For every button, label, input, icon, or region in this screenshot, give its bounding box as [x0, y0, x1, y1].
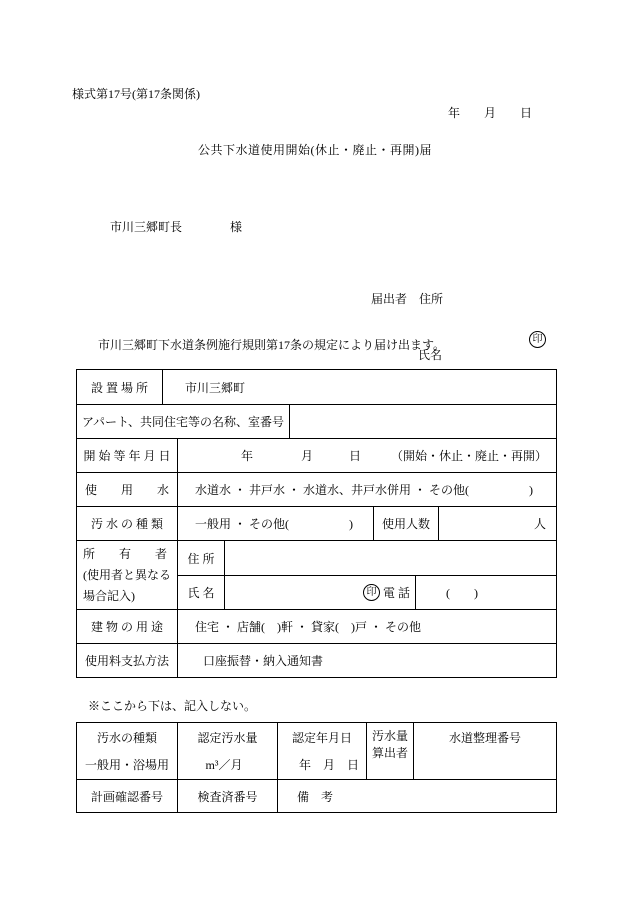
row-owner [77, 540, 556, 609]
row-start-date [77, 438, 556, 472]
building-label: 建 物 の 用 途 [90, 620, 163, 634]
office-sewage-type-cell [77, 723, 177, 779]
owner-address-value [224, 541, 556, 575]
office-plan-number-label: 計画確認番号 [90, 789, 163, 804]
office-sewage-type-value: 一般用・浴場用 [84, 758, 169, 772]
row-apartment [77, 404, 556, 438]
office-note: ※ここから下は、記入しない。 [88, 699, 257, 713]
office-inspection-number-label: 検査済番号 [177, 780, 277, 812]
statement: 市川三郷町下水道条例施行規則第17条の規定により届け出ます。 [98, 338, 446, 352]
owner-seal-icon: 印 [363, 584, 380, 601]
owner-phone-label: 電 話 [379, 586, 410, 600]
date-line: 年 月 日 [448, 106, 533, 120]
sewage-label: 汚 水 の 種 類 [90, 517, 163, 531]
office-row-1 [77, 723, 556, 779]
apartment-value [289, 405, 556, 438]
start-date-label: 開 始 等 年 月 日 [83, 449, 171, 463]
water-value: 水道水 ・ 井戸水 ・ 水道水、井戸水併用 ・ その他( ) [177, 473, 556, 506]
declarant-name-label: 氏名 [418, 348, 443, 362]
owner-name-row [178, 575, 556, 609]
owner-label [77, 541, 177, 609]
start-date-value: 年 月 日 （開始・休止・廃止・再開） [177, 439, 556, 472]
document-title: 公共下水道使用開始(休止・廃止・再開)届 [198, 143, 432, 157]
form-number: 様式第17号(第17条関係) [72, 87, 200, 101]
office-calculator-label-line2: 算出者 [371, 746, 408, 760]
seal-icon: 印 [529, 331, 546, 348]
office-sewage-type-label: 汚水の種類 [96, 731, 157, 745]
declarant-label: 届出者 [371, 292, 408, 306]
owner-phone-value: ( ) [415, 576, 556, 609]
main-table [76, 369, 557, 678]
owner-name-label: 氏 名 [187, 586, 215, 600]
office-row-2 [77, 779, 556, 812]
owner-label-line1: 所 有 者 [83, 546, 168, 561]
water-label: 使 用 水 [84, 483, 169, 497]
office-volume-cell [177, 723, 277, 779]
owner-label-line3: 場合記入) [83, 588, 135, 603]
owner-seal-phone-cell [224, 576, 415, 609]
addressee-name: 市川三郷町長 [110, 220, 183, 234]
users-count-cell: 人 [438, 507, 556, 540]
owner-label-line2: (使用者と異なる [83, 567, 171, 582]
location-value: 市川三郷町 [162, 370, 556, 404]
sewage-value: 一般用 ・ その他( ) [177, 507, 373, 540]
payment-value: 口座振替・納入通知書 [177, 644, 556, 677]
office-table [76, 722, 557, 813]
row-building-use [77, 609, 556, 643]
users-label: 使用人数 [373, 507, 438, 540]
building-value: 住宅 ・ 店舗( )軒 ・ 貸家( )戸 ・ その他 [177, 610, 556, 643]
row-water [77, 472, 556, 506]
office-volume-label: 認定汚水量 [197, 731, 258, 745]
office-calculator-label-line1: 汚水量 [371, 729, 408, 743]
declarant-address-label: 住所 [419, 292, 444, 306]
row-payment [77, 643, 556, 677]
owner-address-row [178, 541, 556, 575]
office-remarks-label: 備 考 [277, 780, 556, 812]
payment-label: 使用料支払方法 [84, 654, 169, 668]
owner-detail [177, 541, 556, 609]
owner-address-label: 住 所 [187, 551, 215, 566]
addressee-honorific: 様 [230, 220, 243, 234]
office-calculator-cell [366, 723, 413, 779]
office-date-label: 認定年月日 [291, 731, 352, 745]
office-water-number-cell: 水道整理番号 [413, 723, 556, 779]
office-date-value: 年 月 日 [298, 758, 359, 772]
row-sewage-type [77, 506, 556, 540]
office-date-cell [277, 723, 366, 779]
office-volume-unit: m³／月 [205, 758, 243, 772]
apartment-label: アパート、共同住宅等の名称、室番号 [82, 415, 284, 429]
declarant-address-row [353, 275, 444, 306]
location-label: 設 置 場 所 [90, 380, 148, 395]
row-location [77, 370, 556, 404]
addressee-line [98, 203, 242, 250]
